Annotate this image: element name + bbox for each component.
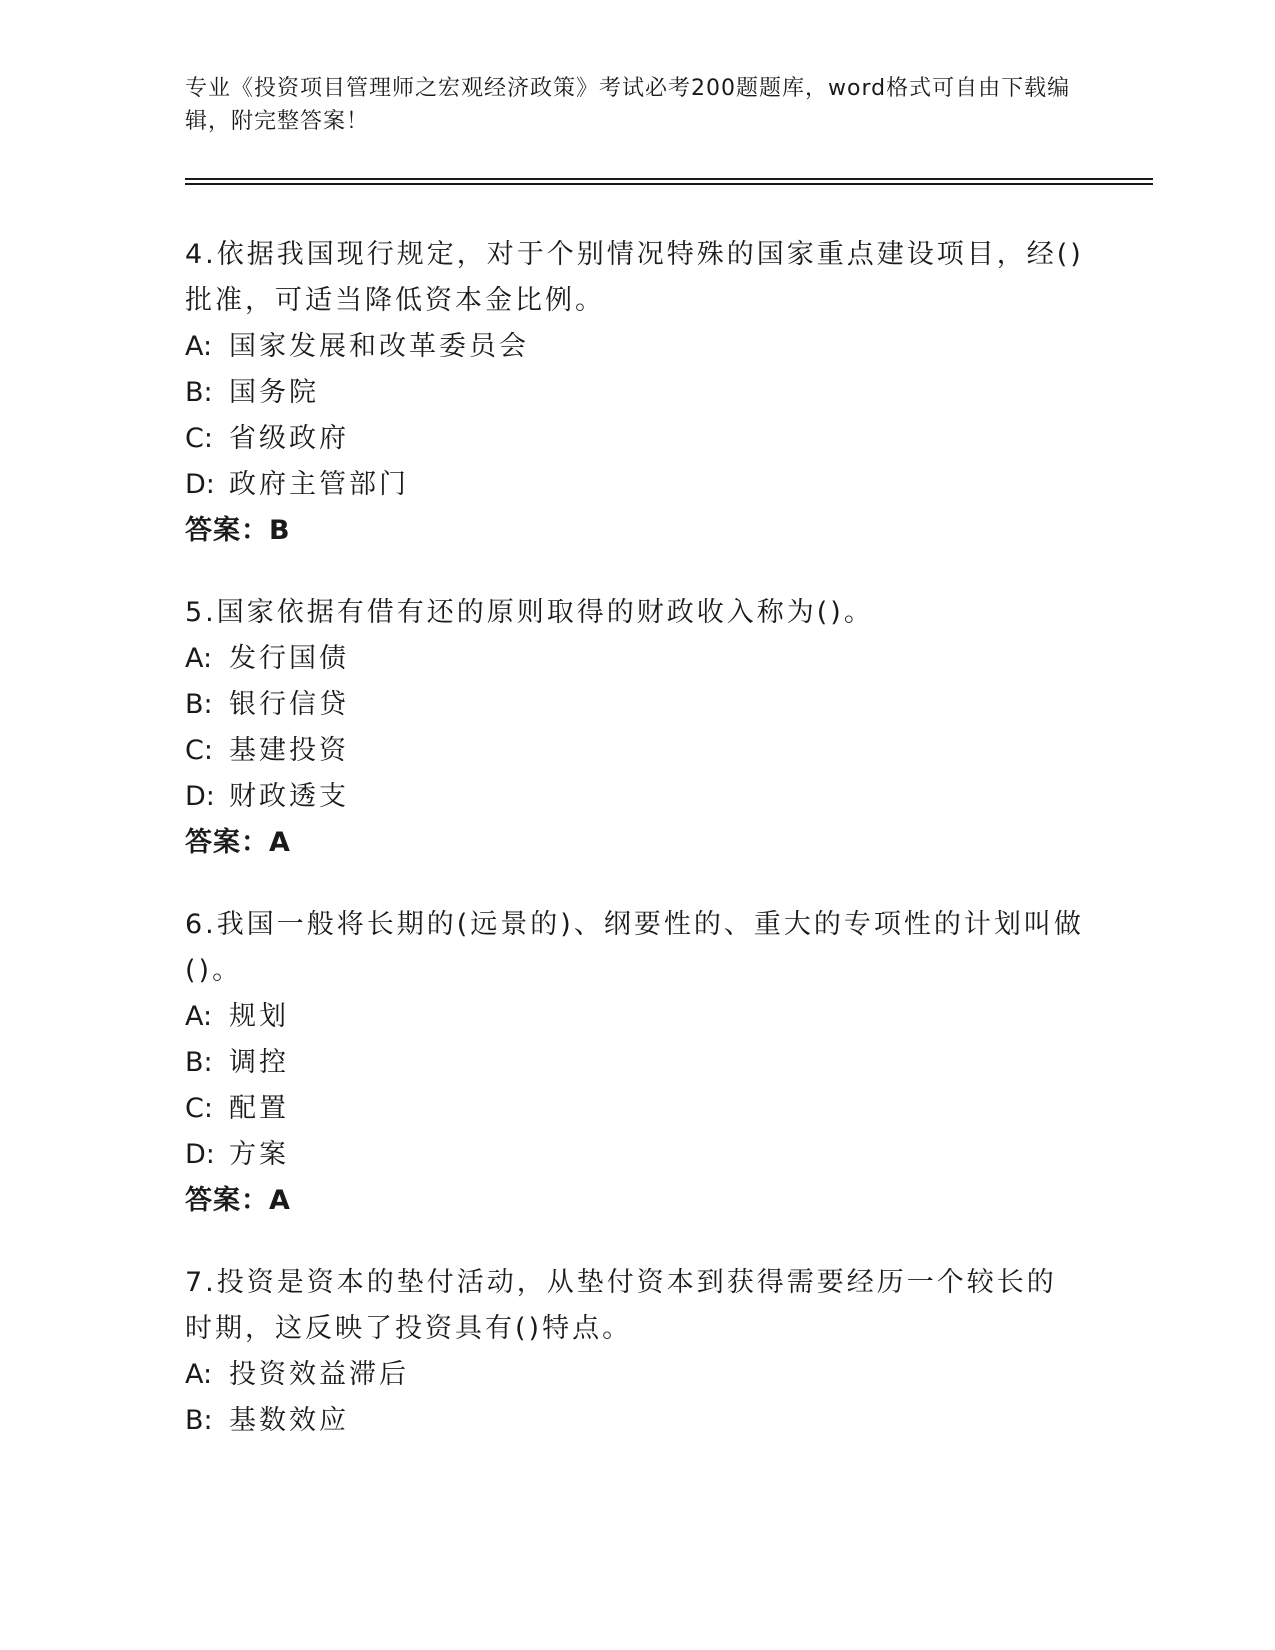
option-text: 国家发展和改革委员会 <box>229 331 529 362</box>
option-text: 基数效应 <box>229 1405 349 1436</box>
question-text: 4.依据我国现行规定，对于个别情况特殊的国家重点建设项目，经()批准，可适当降低资本金比例。 <box>185 239 1084 316</box>
option-text: 发行国债 <box>229 643 349 674</box>
question-7 <box>185 1260 1085 1444</box>
option-text: 规划 <box>229 1001 289 1032</box>
option-key: D: <box>185 1139 215 1170</box>
answer-line: 答案：B <box>185 515 291 546</box>
option-a <box>185 636 1085 682</box>
option-key: C: <box>185 735 213 766</box>
option-key: C: <box>185 423 213 454</box>
option-key: A: <box>185 331 213 362</box>
option-text: 国务院 <box>229 377 319 408</box>
question-text: 5.国家依据有借有还的原则取得的财政收入称为()。 <box>185 597 874 628</box>
option-a <box>185 994 1085 1040</box>
option-d <box>185 1132 1085 1178</box>
option-c <box>185 728 1085 774</box>
option-key: B: <box>185 1047 213 1078</box>
option-text: 投资效益滞后 <box>229 1359 409 1390</box>
option-text: 财政透支 <box>229 781 349 812</box>
option-d <box>185 462 1085 508</box>
header-divider-top <box>185 178 1153 180</box>
option-b <box>185 370 1085 416</box>
option-text: 政府主管部门 <box>229 469 409 500</box>
option-a <box>185 1352 1085 1398</box>
option-text: 省级政府 <box>229 423 349 454</box>
option-key: D: <box>185 469 215 500</box>
option-b <box>185 682 1085 728</box>
question-6 <box>185 902 1085 1224</box>
option-key: C: <box>185 1093 213 1124</box>
answer-line: 答案：A <box>185 1185 291 1216</box>
option-key: B: <box>185 377 213 408</box>
question-list <box>185 232 1085 1480</box>
option-c <box>185 1086 1085 1132</box>
option-key: A: <box>185 1001 213 1032</box>
option-key: B: <box>185 1405 213 1436</box>
question-4 <box>185 232 1085 554</box>
option-key: D: <box>185 781 215 812</box>
option-b <box>185 1398 1085 1444</box>
question-5 <box>185 590 1085 866</box>
question-text: 6.我国一般将长期的(远景的)、纲要性的、重大的专项性的计划叫做()。 <box>185 909 1084 986</box>
question-text: 7.投资是资本的垫付活动，从垫付资本到获得需要经历一个较长的时期，这反映了投资具有()特点。 <box>185 1267 1057 1344</box>
option-text: 方案 <box>229 1139 289 1170</box>
option-c <box>185 416 1085 462</box>
option-b <box>185 1040 1085 1086</box>
option-a <box>185 324 1085 370</box>
option-key: A: <box>185 643 213 674</box>
option-d <box>185 774 1085 820</box>
document-header: 专业《投资项目管理师之宏观经济政策》考试必考200题题库，word格式可自由下载编辑，附完整答案！ <box>185 76 1071 134</box>
answer-line: 答案：A <box>185 827 291 858</box>
header-divider-bottom <box>185 183 1153 185</box>
option-key: A: <box>185 1359 213 1390</box>
option-text: 调控 <box>229 1047 289 1078</box>
option-key: B: <box>185 689 213 720</box>
option-text: 配置 <box>229 1093 289 1124</box>
option-text: 基建投资 <box>229 735 349 766</box>
option-text: 银行信贷 <box>229 689 349 720</box>
